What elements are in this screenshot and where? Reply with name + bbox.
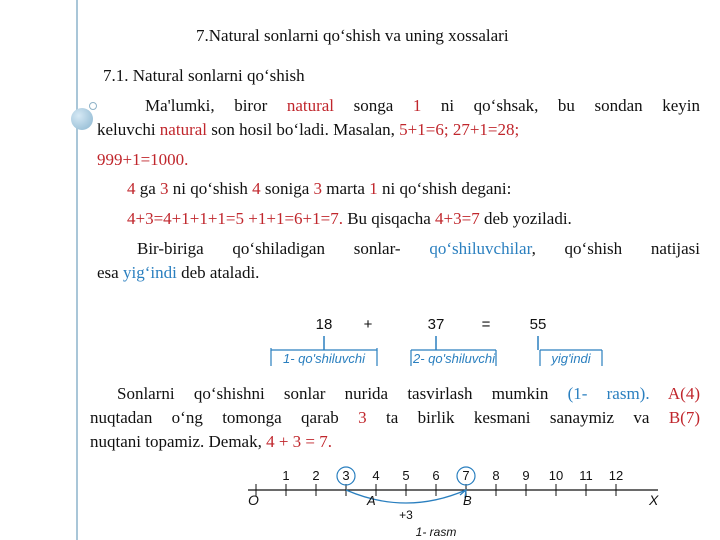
decorative-bullet	[71, 108, 93, 130]
step-label: +3	[399, 508, 413, 522]
para2-line1: 4 ga 3 ni qo‘shish 4 soniga 3 marta 1 ni qo‘shish degani:	[127, 179, 512, 198]
equals-sign: =	[481, 316, 491, 333]
figure-caption: 1- rasm	[415, 525, 457, 539]
addend-1-label: 1- qo'shiluvchi	[283, 351, 365, 366]
para3-line2: esa yig‘indi deb ataladi.	[97, 263, 260, 282]
tick-label-4: 4	[372, 468, 380, 483]
tick-label-1: 1	[282, 468, 290, 483]
tick-label-group	[282, 468, 623, 483]
tick-label-10: 10	[548, 468, 564, 483]
sum-label: yig'indi	[551, 351, 591, 366]
decorative-ring	[89, 102, 97, 110]
section-heading: 7.1. Natural sonlarni qo‘shish	[103, 66, 305, 85]
addend-2-value: 37	[427, 316, 445, 333]
origin-label: O	[248, 492, 259, 508]
para2-line2: 4+3=4+1+1+1=5 +1+1=6+1=7. Bu qisqacha 4+3=7 deb yoziladi.	[127, 209, 572, 228]
sum-value: 55	[529, 316, 547, 333]
tick-label-7: 7	[462, 468, 470, 483]
decorative-rail	[76, 0, 78, 540]
tick-label-5: 5	[402, 468, 410, 483]
tick-label-3: 3	[342, 468, 350, 483]
tick-label-6: 6	[432, 468, 440, 483]
ray-end-label: X	[649, 492, 659, 508]
tick-label-11: 11	[579, 468, 593, 483]
para4-line2: nuqtadan o‘ng tomonga qarab 3 ta birlik kesmani sanaymiz va B(7)	[90, 408, 701, 427]
tick-label-2: 2	[312, 468, 320, 483]
tick-label-12: 12	[608, 468, 624, 483]
addend-1-value: 18	[315, 316, 333, 333]
number-line-figure	[236, 462, 666, 540]
addend-2-label: 2- qo'shiluvchi	[413, 351, 495, 366]
tick-label-9: 9	[522, 468, 530, 483]
point-b-label: B	[463, 493, 472, 508]
para4-line3: nuqtani topamiz. Demak, 4 + 3 = 7.	[90, 432, 333, 451]
para1-line3: 999+1=1000.	[97, 150, 189, 169]
para4-line1: Sonlarni qo‘shishni sonlar nurida tasvirlash mumkin (1- rasm). A(4)	[117, 384, 701, 403]
page-title: 7.Natural sonlarni qo‘shish va uning xossalari	[196, 26, 509, 45]
para1-line2: keluvchi natural son hosil bo‘ladi. Masalan, 5+1=6; 27+1=28;	[97, 120, 520, 139]
point-a-label: A	[367, 493, 376, 508]
para1-line1: Ma'lumki, biror natural songa 1 ni qo‘shsak, bu sondan keyin	[145, 96, 700, 115]
addition-diagram	[262, 308, 612, 374]
tick-label-8: 8	[492, 468, 500, 483]
plus-sign: +	[363, 316, 373, 333]
para3-line1: Bir-biriga qo‘shiladigan sonlar- qo‘shiluvchilar, qo‘shish natijasi	[137, 239, 700, 258]
